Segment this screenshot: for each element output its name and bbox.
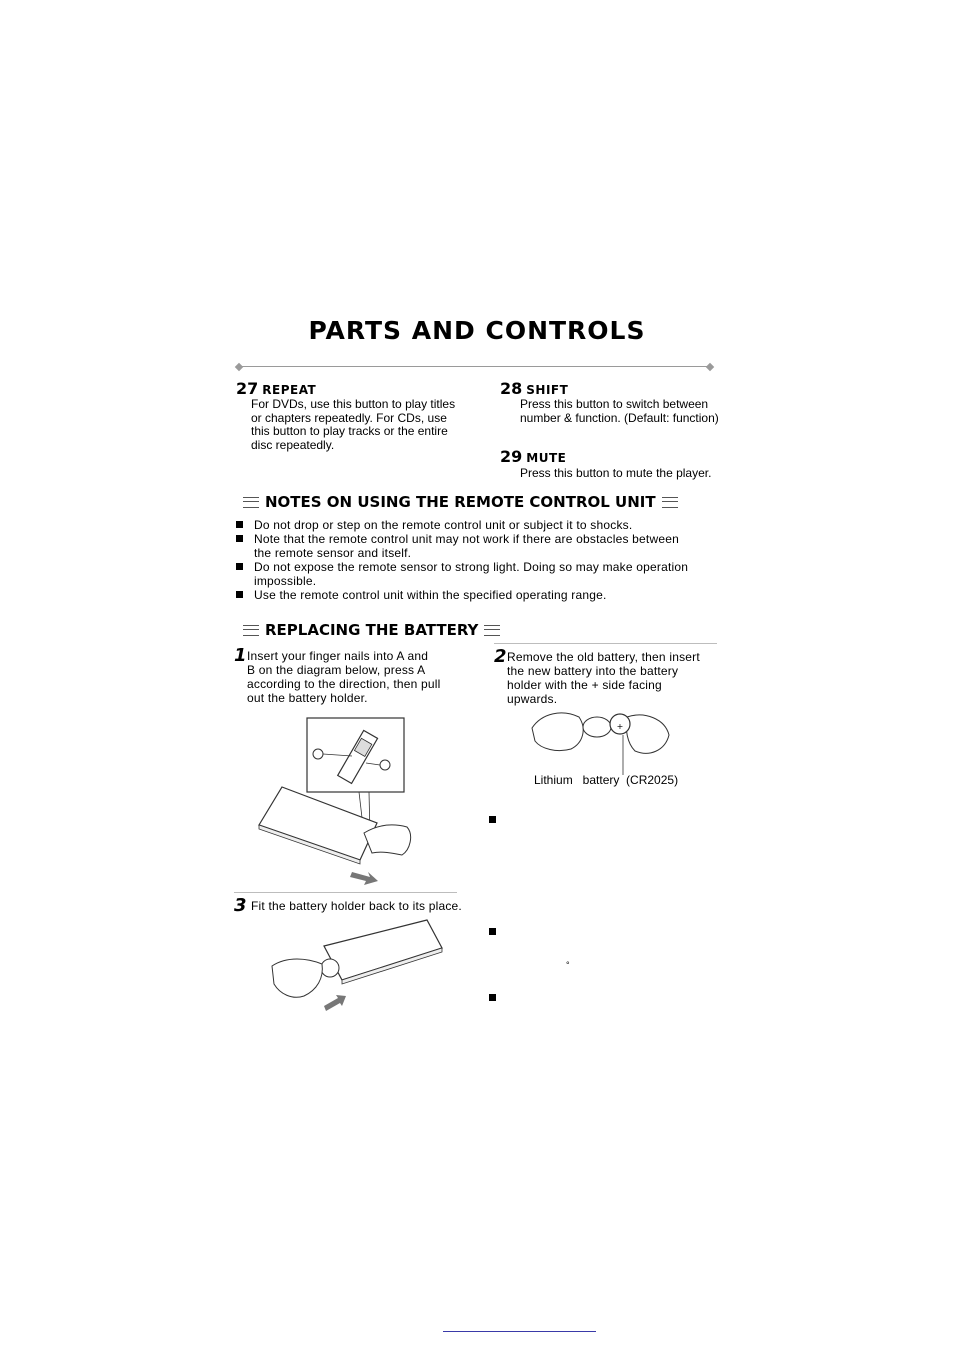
degree-mark: ° <box>566 960 570 970</box>
triple-line-icon <box>662 497 678 508</box>
step-number: 1 <box>234 645 247 666</box>
step-line: Insert your finger nails into A and <box>247 649 429 663</box>
step-line: B on the diagram below, press A <box>247 663 426 677</box>
notes-heading <box>243 493 678 511</box>
step-2-text <box>507 650 722 706</box>
step-line: Fit the battery holder back to its place. <box>251 899 462 913</box>
description-line: Press this button to mute the player. <box>520 466 712 480</box>
control-number: 27 <box>236 379 259 398</box>
control-label: SHIFT <box>526 383 569 397</box>
footer-link-underline[interactable] <box>443 1331 596 1332</box>
list-item <box>236 532 726 560</box>
right-hand-icon <box>626 715 669 753</box>
battery-swap-illustration <box>527 703 677 775</box>
rule-left-diamond-icon <box>235 363 243 371</box>
battery-plus-sign: + <box>616 722 624 731</box>
triple-line-icon <box>484 625 500 636</box>
control-29-description <box>520 467 740 481</box>
battery-heading <box>243 621 500 639</box>
rule-right-diamond-icon <box>706 363 714 371</box>
square-bullet-icon <box>236 563 243 570</box>
square-bullet-icon <box>236 591 243 598</box>
step-number: 3 <box>234 895 247 916</box>
section-divider <box>494 643 717 644</box>
control-29-header <box>500 447 566 467</box>
description-line: this button to play tracks or the entire <box>251 424 448 438</box>
push-arrow-icon <box>324 995 346 1011</box>
triple-line-icon <box>243 625 259 636</box>
list-item <box>236 588 726 602</box>
step-line: upwards. <box>507 692 558 706</box>
description-line: or chapters repeatedly. For CDs, use <box>251 410 447 425</box>
step-1-number <box>234 645 247 666</box>
description-line: Press this button to switch between <box>520 397 709 411</box>
description-line: disc repeatedly. <box>251 437 335 452</box>
control-27-description <box>251 398 481 452</box>
step-line: out the battery holder. <box>247 691 368 705</box>
list-item-text: Do not expose the remote sensor to strong light. Doing so may make operation <box>254 560 689 574</box>
label-b-circle <box>380 760 390 770</box>
step-line: holder with the + side facing <box>507 678 662 692</box>
step-2-number <box>494 646 507 667</box>
control-28-description <box>520 398 740 425</box>
control-number: 29 <box>500 447 523 466</box>
remote-insert-illustration <box>262 918 452 1023</box>
pull-arrow-icon <box>350 872 378 885</box>
triple-line-icon <box>243 497 259 508</box>
left-hand-icon <box>532 713 583 751</box>
battery-holder <box>583 717 611 737</box>
control-label: REPEAT <box>262 383 317 397</box>
label-a-circle <box>313 749 323 759</box>
control-27-header <box>236 379 316 399</box>
list-item-text: Note that the remote control unit may not work if there are obstacles between <box>254 532 679 546</box>
step-line: the new battery into the battery <box>507 664 679 678</box>
description-line: number & function. (Default: function) <box>520 410 719 425</box>
square-bullet-icon <box>236 521 243 528</box>
square-bullet-icon <box>489 994 496 1001</box>
notes-list <box>236 518 726 602</box>
square-bullet-icon <box>489 816 496 823</box>
page-title: PARTS AND CONTROLS <box>308 316 646 345</box>
list-item <box>236 518 726 532</box>
hand-icon <box>364 825 411 855</box>
step-line: according to the direction, then pull <box>247 677 441 691</box>
battery-caption: Lithium battery (CR2025) <box>534 773 679 787</box>
title-divider <box>239 366 713 367</box>
control-label: MUTE <box>526 451 567 465</box>
step-3-number <box>234 895 247 916</box>
notes-heading-text: NOTES ON USING THE REMOTE CONTROL UNIT <box>265 493 656 511</box>
hand-icon <box>272 959 322 997</box>
square-bullet-icon <box>489 928 496 935</box>
list-item-text: impossible. <box>254 574 317 588</box>
list-item <box>236 560 726 588</box>
list-item-text: Use the remote control unit within the specified operating range. <box>254 588 607 602</box>
step-1-text <box>247 649 477 705</box>
remote-pull-illustration <box>252 715 422 890</box>
square-bullet-icon <box>236 535 243 542</box>
battery-heading-text: REPLACING THE BATTERY <box>265 621 479 639</box>
step-line: Remove the old battery, then insert <box>507 650 700 664</box>
description-line: For DVDs, use this button to play titles <box>251 397 456 411</box>
control-28-header <box>500 379 568 399</box>
section-divider <box>234 892 457 893</box>
list-item-text: the remote sensor and itself. <box>254 546 412 560</box>
step-3-text <box>251 899 481 913</box>
control-number: 28 <box>500 379 523 398</box>
battery-holder <box>321 959 339 977</box>
step-number: 2 <box>494 646 507 667</box>
list-item-text: Do not drop or step on the remote control unit or subject it to shocks. <box>254 518 633 532</box>
